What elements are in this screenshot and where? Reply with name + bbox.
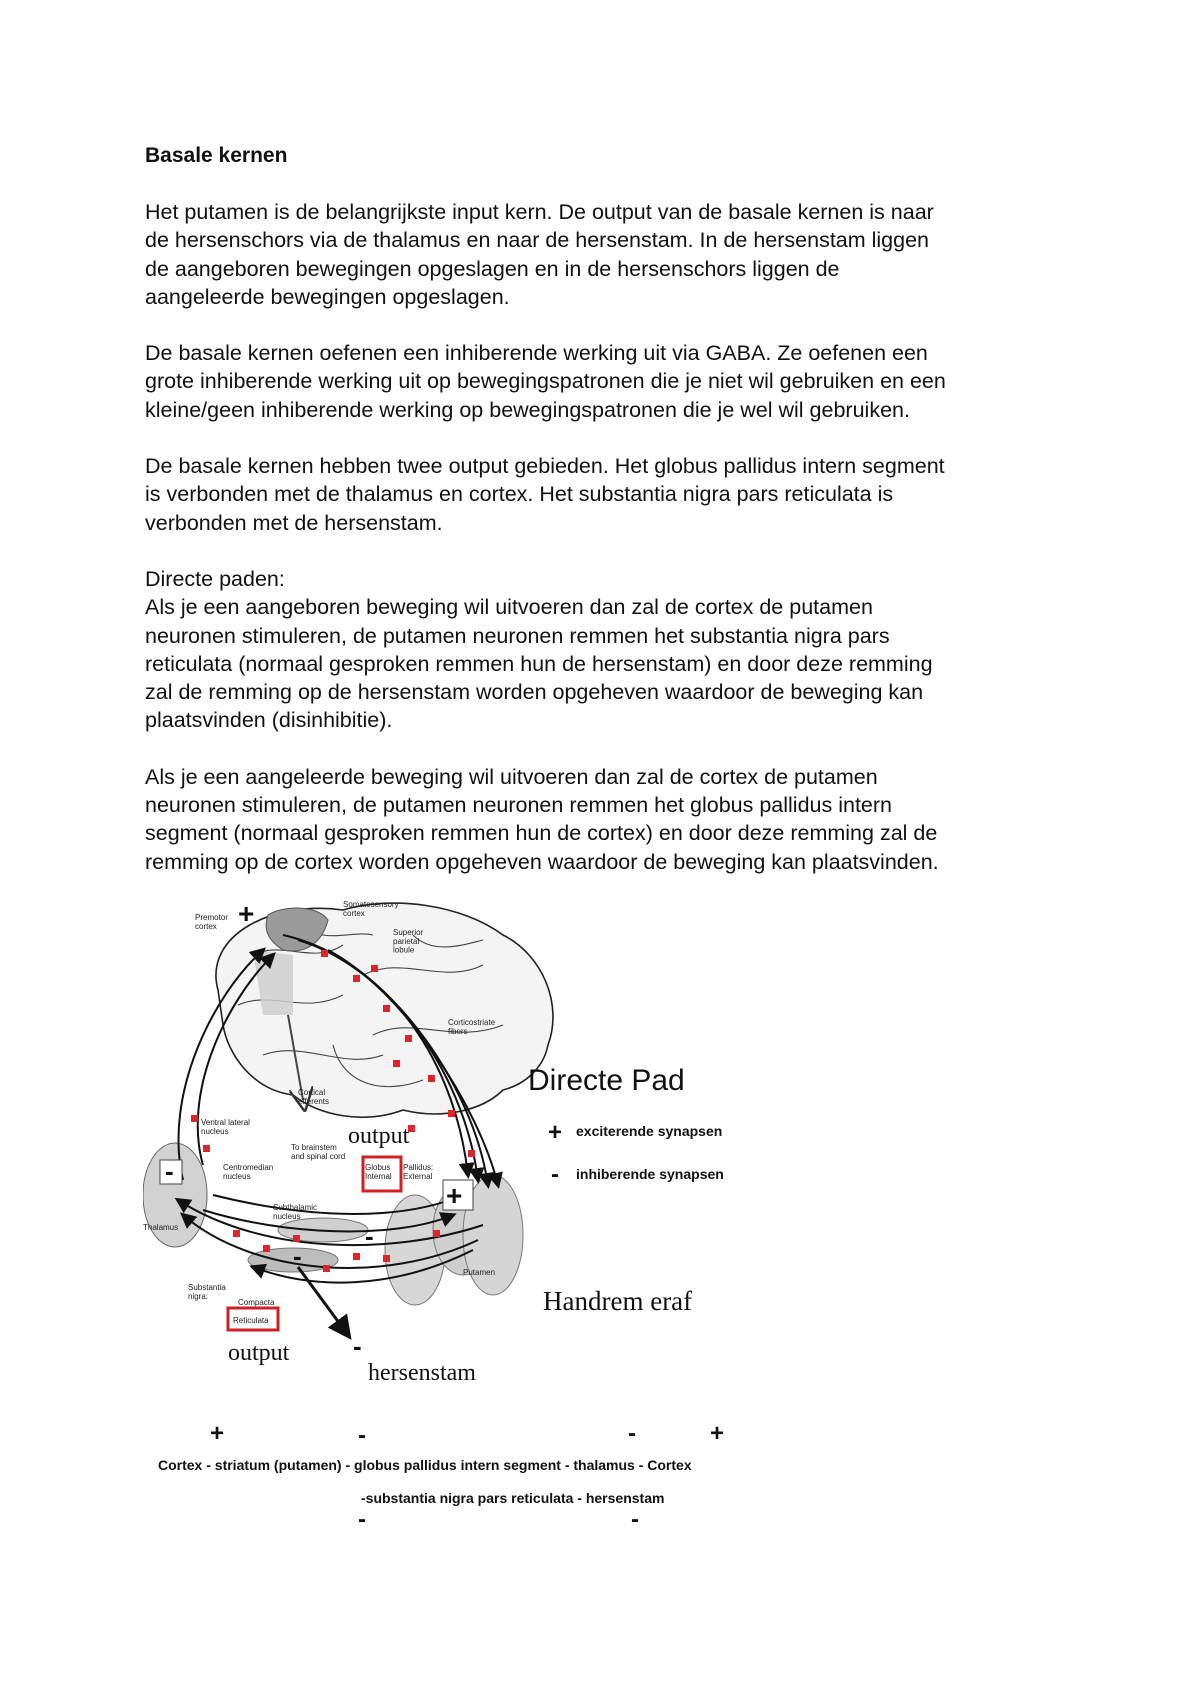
document-title: Basale kernen xyxy=(145,144,288,167)
label-putamen: Putamen xyxy=(463,1268,496,1277)
pathway-sign-bottom-2: - xyxy=(631,1506,639,1533)
paragraph-1: Het putamen is de belangrijkste input kern. De output van de basale kernen is naar de hersenschors via de thalamus en naar de hersenstam. In de hersenstam liggen de aangeboren bewegingen opgeslagen en in de hersenschors liggen de aangeleerde bewegingen opgeslagen. xyxy=(145,200,934,309)
label-superior-parietal: Superior parietal lobule xyxy=(393,928,424,955)
paragraph-2: De basale kernen oefenen een inhiberende werking uit via GABA. Ze oefenen een grote inhiberende werking uit op bewegingspatronen die je niet wil gebruiken en een kleine/geen inhiberende werking op bewegingspatronen die je wel wil gebruiken. xyxy=(145,341,946,422)
pathway-line-1: Cortex - striatum (putamen) - globus pallidus intern segment - thalamus - Cortex xyxy=(158,1457,692,1473)
label-cortical-efferents: Cortical efferents xyxy=(298,1088,329,1106)
label-pallidus-external: Pallidus: External xyxy=(403,1163,434,1181)
output-label-top: output xyxy=(348,1123,410,1149)
label-ventral-lateral: Ventral lateral nucleus xyxy=(201,1118,250,1136)
legend-plus-symbol: + xyxy=(548,1119,563,1146)
pathway-sign-bottom-1: - xyxy=(358,1506,366,1533)
label-thalamus: Thalamus xyxy=(143,1223,179,1232)
pathway-sign-top-4: + xyxy=(710,1420,725,1447)
paragraph-3: De basale kernen hebben twee output gebieden. Het globus pallidus intern segment is verbonden met de thalamus en cortex. Het substantia nigra pars reticulata is verbonden met de hersenstam. xyxy=(145,454,945,535)
minus-thalamus-symbol: - xyxy=(165,1156,174,1186)
label-to-brainstem: To brainstem and spinal cord xyxy=(291,1143,346,1161)
label-subthalamic: Subthalamic nucleus xyxy=(273,1203,318,1221)
label-substantia-nigra: Substantia nigra: xyxy=(188,1283,226,1301)
pathway-sign-top-1: + xyxy=(210,1420,225,1447)
legend-minus-symbol: - xyxy=(551,1161,559,1188)
handrem-label: Handrem eraf xyxy=(543,1286,693,1316)
figure-svg xyxy=(143,895,783,1555)
output-label-bottom: output xyxy=(228,1340,290,1366)
pathway-sign-top-3: - xyxy=(628,1420,636,1447)
pathway-line-2: -substantia nigra pars reticulata - hersenstam xyxy=(361,1490,665,1506)
pathway-sign-top-2: - xyxy=(358,1422,366,1449)
label-globus-pallidus: Globus Internal xyxy=(365,1163,392,1181)
hersenstam-label: hersenstam xyxy=(368,1360,476,1386)
minus-subthalamic-symbol: - xyxy=(365,1221,374,1251)
minus-brainstem-symbol: - xyxy=(353,1331,362,1361)
text-block xyxy=(145,142,1075,904)
label-premotor: Premotor cortex xyxy=(195,913,228,931)
label-somatosensory: Somatosensory cortex xyxy=(343,900,399,918)
minus-nigra-symbol: - xyxy=(293,1241,302,1271)
direct-pathway-figure xyxy=(143,895,783,1555)
legend-plus-label: exciterende synapsen xyxy=(576,1123,723,1139)
label-centromedian: Centromedian nucleus xyxy=(223,1163,274,1181)
label-corticostriate: Corticostriate fibers xyxy=(448,1018,496,1036)
figure-heading: Directe Pad xyxy=(528,1064,685,1097)
label-compacta: Compacta xyxy=(238,1298,275,1307)
label-reticulata: Reticulata xyxy=(233,1316,269,1325)
plus-cortex-symbol: + xyxy=(238,898,255,929)
paragraph-5: Als je een aangeleerde beweging wil uitvoeren dan zal de cortex de putamen neuronen stimuleren, de putamen neuronen remmen het globus pallidus intern segment (normaal gesproken remmen hun de cortex) en door deze remming zal de remming op de cortex worden opgeheven waardoor de beweging kan plaatsvinden. xyxy=(145,764,939,874)
plus-putamen-symbol: + xyxy=(446,1180,463,1211)
legend-minus-label: inhiberende synapsen xyxy=(576,1166,724,1182)
paragraph-4: Directe paden: Als je een aangeboren beweging wil uitvoeren dan zal de cortex de putamen neuronen stimuleren, de putamen neuronen remmen het substantia nigra pars reticulata (normaal gesproken remmen hun de hersenstam) en door deze remming zal de remming op de hersenstam worden opgeheven waardoor de beweging kan plaatsvinden (disinhibitie). xyxy=(145,566,933,733)
